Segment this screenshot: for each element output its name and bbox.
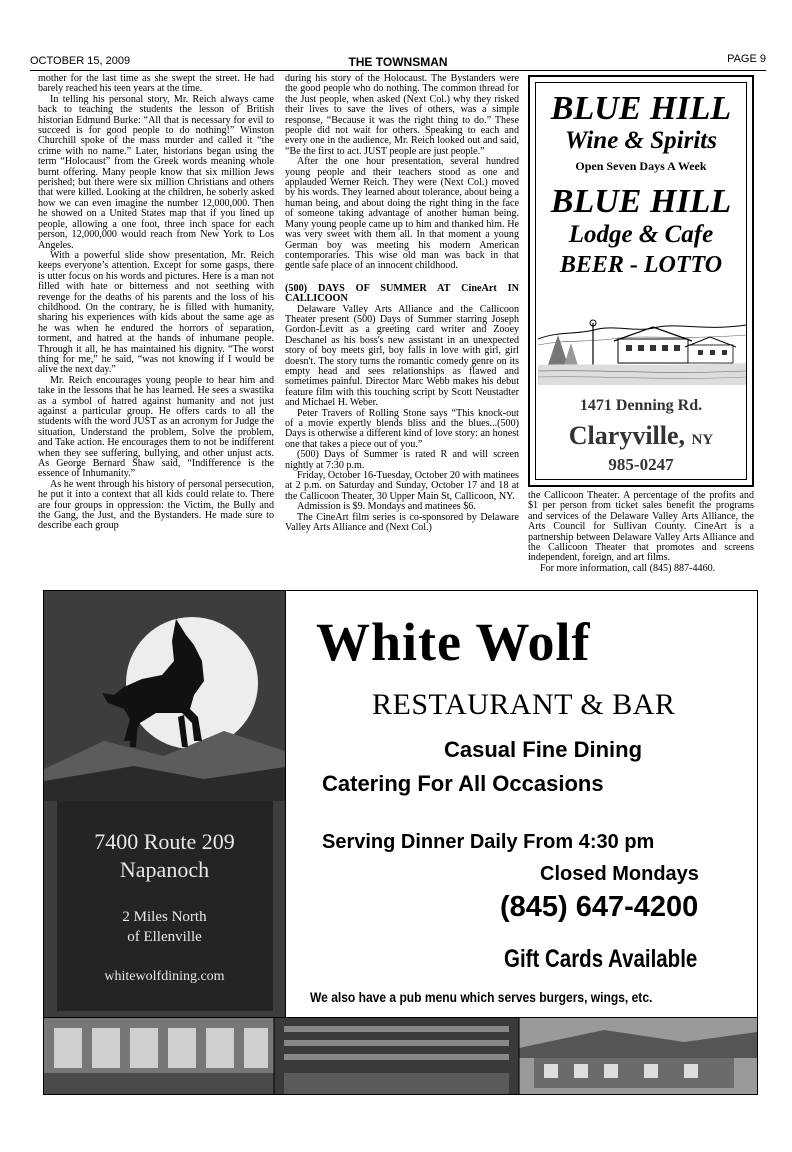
- ad-tagline: Catering For All Occasions: [322, 771, 604, 796]
- ad-subtitle: BEER - LOTTO: [559, 252, 723, 278]
- wolf-image-panel: [44, 591, 285, 1017]
- ad-directions: 2 Miles North: [122, 909, 207, 925]
- ad-title: BLUE HILL: [550, 183, 732, 220]
- issue-date: OCTOBER 15, 2009: [30, 55, 131, 67]
- restaurant-name: White Wolf: [316, 612, 591, 672]
- ad-address: 1471 Denning Rd.: [579, 397, 703, 414]
- paragraph: during his story of the Holocaust. The Bystanders were the good people who do nothing. The common thread for the Just people, when asked (Next Col.) why they risked their lives to save the lives of others, was a simple response, “Because it was the right thing to do.” These people did not wait for others. Speaking to each and every one in the audience, Mr. Reich looked out and said, “Be the first to act. JUST people are just people.”: [285, 73, 519, 157]
- white-wolf-ad: [43, 590, 758, 1095]
- article-column-3: [528, 491, 754, 574]
- paragraph: mother for the last time as she swept the street. He had barely reached his teen years at the time.: [38, 73, 274, 95]
- blue-hill-ad: [528, 75, 754, 487]
- ad-tagline: Casual Fine Dining: [444, 737, 643, 762]
- header-rule: [30, 70, 766, 71]
- restaurant-photos: [44, 1017, 757, 1095]
- howling-wolf-illustration: [44, 591, 285, 801]
- ad-town: Napanoch: [119, 857, 210, 882]
- paragraph: The CineArt film series is co-sponsored by Delaware Valley Arts Alliance and (Next Col.): [285, 511, 519, 534]
- paragraph: With a powerful slide show presentation, Mr. Reich keeps everyone’s attention. Except for some gasps, there is utter focus on his words and pictures. Here is a man not filled with hate or bitterness and not seething with revenge for the deaths of his parents and the loss of his childhood. On the contrary, he is filled with humanity, sharing his experiences with kids about the same age as he was when he endured the horrors of separation, torment, and hatred at the hands of inhumane people. Through it all, he has maintained his dignity. “The worst thing for me,” he said, “was not knowing if I would be alive the next day.”: [38, 249, 274, 376]
- ad-title: BLUE HILL: [550, 90, 732, 127]
- paragraph: As he went through his history of personal persecution, he put it into a context that all kids could relate to. There are four groups in oppression: the Victim, the Bully and the Gang, the Just, and the Bystanders. He made sure to describe each group: [38, 478, 274, 532]
- paragraph: the Callicoon Theater. A percentage of the profits and $1 per person from ticket sales benefit the programs and services of the Delaware Valley Arts Alliance, the Arts Council for Sullivan County. CineArt is a partnership between Delaware Valley Arts Alliance and the Callicoon Theater that promotes and screens independent, foreign, and art films.: [528, 490, 754, 564]
- paragraph: (500) Days of Summer is rated R and will screen nightly at 7:30 p.m.: [285, 449, 519, 471]
- article-column-1: [38, 74, 274, 532]
- ad-hours: Serving Dinner Daily From 4:30 pm: [322, 831, 655, 853]
- ad-closed-days: Closed Mondays: [540, 863, 699, 885]
- ad-website: whitewolfdining.com: [104, 969, 225, 984]
- ad-pub-menu: We also have a pub menu which serves burgers, wings, etc.: [310, 989, 653, 1005]
- paragraph: Peter Travers of Rolling Stone says “This knock-out of a movie expertly blends bliss and the blues...(500) Days is otherwise a different kind of love story: an honest one that takes a piece out of you.”: [285, 407, 519, 450]
- ad-phone: 985-0247: [608, 455, 674, 474]
- city-name: Claryville,: [568, 421, 686, 450]
- restaurant-photo-strip: [44, 1018, 757, 1095]
- publication-name: THE TOWNSMAN: [348, 55, 448, 69]
- paragraph: Friday, October 16-Tuesday, October 20 with matinees at 2 p.m. on Saturday and Sunday, October 17 and 18 at the Callicoon Theater, 30 Upper Main St, Callicoon, NY.: [285, 470, 519, 502]
- ad-gift-cards: Gift Cards Available: [504, 945, 698, 973]
- ad-address: 7400 Route 209: [94, 829, 235, 854]
- ad-subtitle: Lodge & Cafe: [568, 221, 714, 248]
- page-number: PAGE 9: [727, 53, 766, 65]
- paragraph: In telling his personal story, Mr. Reich always came back to teaching the students the lesson of British historian Edmund Burke: “All that is necessary for evil to succeed is for good people to do nothing!” Winston Churchill spoke of the mass murder and called it “the crime with no name.” Later, historians began using the term “Holocaust” from the Greek words meaning whole burnt offering. Many people know that six million Jews perished; but there were six million Christians and others that were killed. Looking at the children, he soberly asked how we can even imagine the number 12,000,000. Then he showed on a United States map that if you lined up people, allowing a one foot, three inch space for each person, 12,000,000 would reach from New York to Los Angeles.: [38, 93, 274, 251]
- paragraph: For more information, call (845) 887-4460.: [540, 562, 716, 574]
- article-heading: (500) DAYS OF SUMMER AT CineArt IN CALLICOON: [285, 282, 519, 305]
- ad-phone: (845) 647-4200: [500, 891, 699, 923]
- paragraph: Delaware Valley Arts Alliance and the Callicoon Theater present (500) Days of Summer starring Joseph Gordon-Levitt as a greeting card writer and Zooey Deschanel as his boss's new assistant in an unexpected story of boy meets girl, boy falls in love with girl, girl doesn't. The story turns the romantic comedy genre on its empty head and sees relationships as flawed and sometimes painful. Director Marc Webb makes his debut feature film with this touching script by Scott Neustadter and Michael H. Weber.: [285, 303, 519, 409]
- paragraph: After the one hour presentation, several hundred young people and their teachers stood as one and applauded Werner Reich. They were (Next Col.) moved by his words. They learned about tolerance, about being a human being, and about doing the right thing in the face of someone taking advantage of another human being. Many young people came up to him and thanked him. He was very sweet with them all. In that moment a young German boy was meeting his modern American contemporaries. This wise old man was back in that gentle safe place of an innocent childhood.: [285, 156, 519, 272]
- state-code: NY: [691, 432, 714, 448]
- ad-directions: of Ellenville: [127, 929, 202, 945]
- ad-hours: Open Seven Days A Week: [575, 159, 707, 173]
- lodge-sketch: [538, 305, 746, 385]
- paragraph: Admission is $9. Mondays and matinees $6.: [297, 501, 476, 513]
- article-column-2: [285, 74, 519, 533]
- page-header: [30, 53, 766, 69]
- ad-city: [536, 421, 746, 451]
- ad-text-panel: [286, 591, 757, 1017]
- restaurant-type: RESTAURANT & BAR: [372, 688, 676, 721]
- paragraph: Mr. Reich encourages young people to hear him and take in the lessons that he has learned. He sees a swastika as a symbol of hatred against humanity and not just against a particular group. He offers cards to all the students with the word JUST as an acronym for Judge the situation, Understand the problem, Solve the problem, and Take action. He encourages them to not be indifferent when they see suffering, bullying, and other unjust acts. As George Bernard Shaw said, “Indifference is the essence of Inhumanity.”: [38, 374, 274, 480]
- ad-subtitle: Wine & Spirits: [565, 127, 717, 154]
